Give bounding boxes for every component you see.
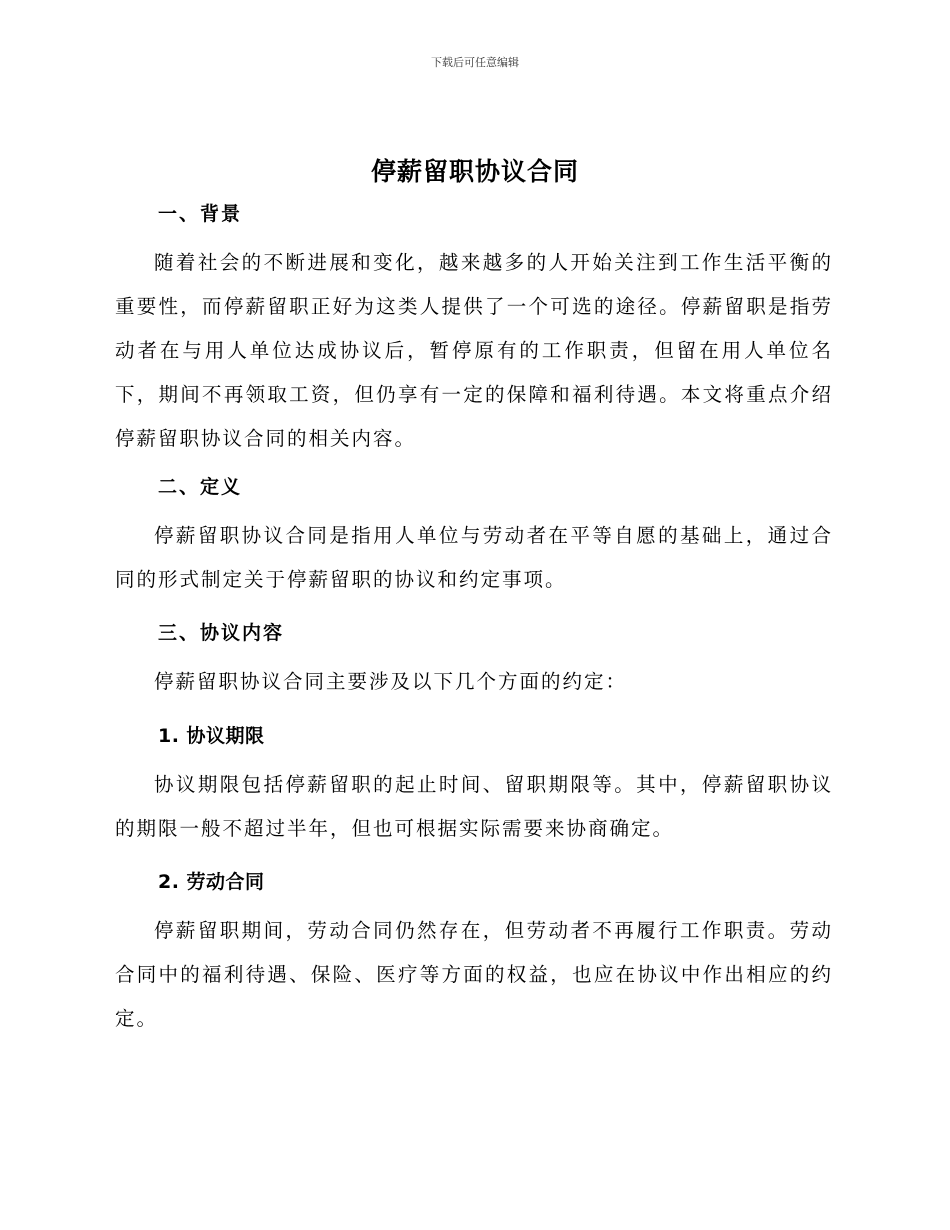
content-intro-paragraph: 停薪留职协议合同主要涉及以下几个方面的约定： [154,670,628,693]
definition-paragraph: 停薪留职协议合同是指用人单位与劳动者在平等自愿的基础上，通过合同的形式制定关于停薪留职的协议和约定事项。 [115,524,833,591]
labor-contract-paragraph: 停薪留职期间，劳动合同仍然存在，但劳动者不再履行工作职责。劳动合同中的福利待遇、保险、医疗等方面的权益，也应在协议中作出相应的约定。 [115,919,833,1030]
section-heading-background: 一、背景 [158,203,243,225]
background-paragraph: 随着社会的不断进展和变化，越来越多的人开始关注到工作生活平衡的重要性，而停薪留职正好为这类人提供了一个可选的途径。停薪留职是指劳动者在与用人单位达成协议后，暂停原有的工作职责，但留在用人单位名下，期间不再领取工资，但仍享有一定的保障和福利待遇。本文将重点介绍停薪留职协议合同的相关内容。 [115,251,833,450]
term-paragraph: 协议期限包括停薪留职的起止时间、留职期限等。其中，停薪留职协议的期限一般不超过半年，但也可根据实际需要来协商确定。 [115,773,833,840]
item-heading-term: 1. 协议期限 [158,725,265,747]
section-heading-content: 三、协议内容 [158,622,285,644]
document-title: 停薪留职协议合同 [370,157,579,186]
item-heading-labor-contract: 2. 劳动合同 [158,871,265,893]
section-heading-definition: 二、定义 [158,476,243,498]
header-note: 下载后可任意编辑 [431,56,519,69]
